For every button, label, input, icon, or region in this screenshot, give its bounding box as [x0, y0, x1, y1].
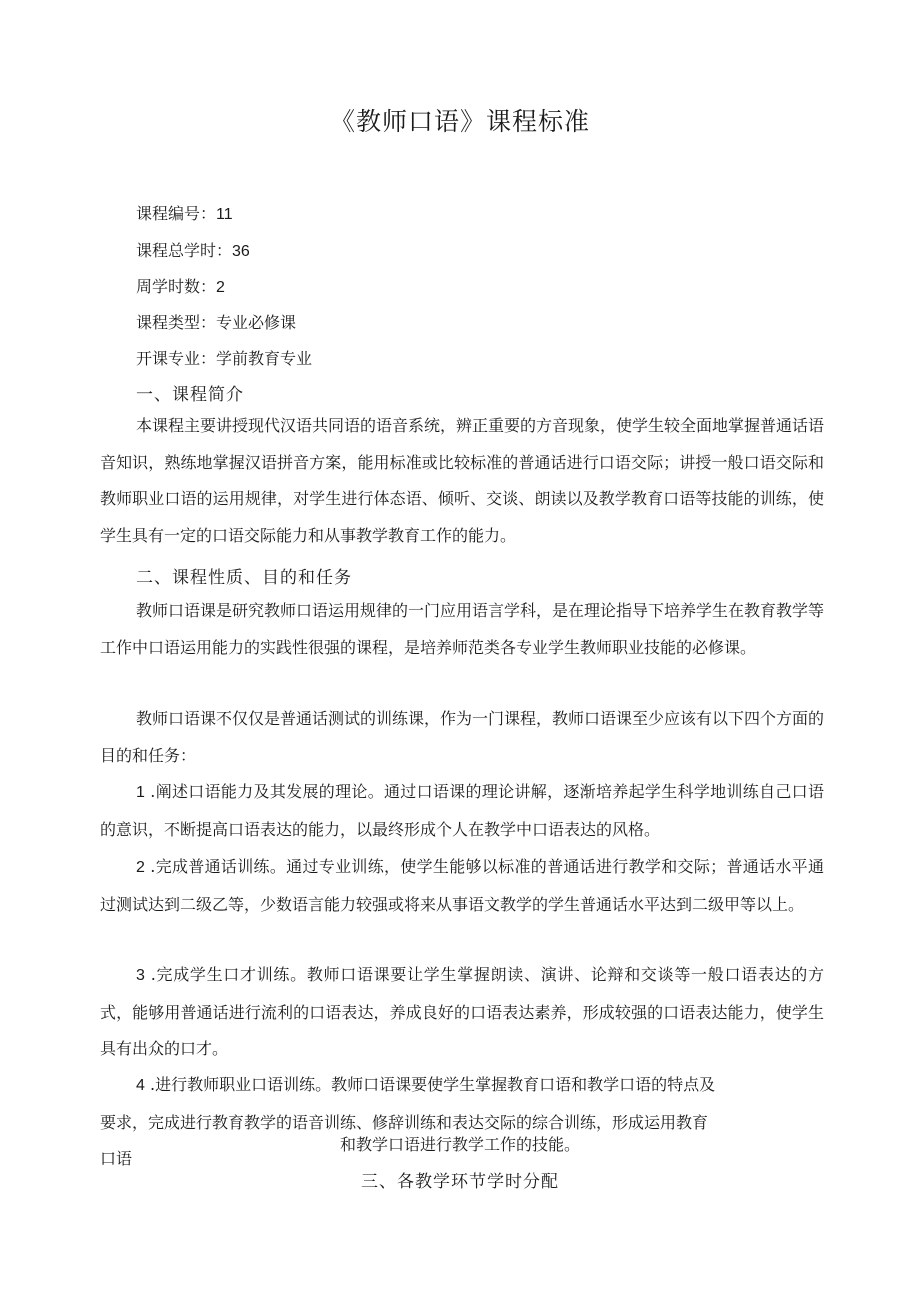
- total-hours-line: [136, 238, 250, 261]
- list-item-1-text: .阐述口语能力及其发展的理论。通过口语课的理论讲解，逐渐培养起学生科学地训练自己口语的意识，不断提高口语表达的能力，以最终形成个人在教学中口语表达的风格。: [100, 782, 824, 839]
- list-item-3-text: .完成学生口才训练。教师口语课要让学生掌握朗读、演讲、论辩和交谈等一般口语表达的方式，能够用普通话进行流利的口语表达，养成良好的口语表达素养，形成较强的口语表达能力，使学生具有出众的口才。: [100, 965, 824, 1058]
- course-code-label: 课程编号：: [136, 204, 217, 223]
- weekly-hours-label: 周学时数：: [136, 277, 217, 296]
- major-line: 开课专业：学前教育专业: [136, 349, 313, 368]
- total-hours-value: 36: [232, 243, 250, 260]
- total-hours-label: 课程总学时：: [136, 241, 233, 260]
- list-item-3-number: 3: [136, 967, 145, 984]
- section-2-paragraph-2: 教师口语课不仅仅是普通话测试的训练课，作为一门课程，教师口语课至少应该有以下四个方面的目的和任务：: [100, 709, 825, 765]
- weekly-hours-value: 2: [216, 279, 225, 296]
- section-2-paragraph-1: 教师口语课是研究教师口语运用规律的一门应用语言学科，是在理论指导下培养学生在教育教学等工作中口语运用能力的实践性很强的课程，是培养师范类各专业学生教师职业技能的必修课。: [100, 601, 825, 657]
- list-item-4-number: 4: [136, 1077, 145, 1094]
- list-item-4: [100, 1067, 720, 1178]
- list-item-4-tail: 和教学口语进行教学工作的技能。: [339, 1135, 580, 1154]
- document-title: 《教师口语》课程标准: [329, 107, 590, 136]
- section-2-heading: 二、课程性质、目的和任务: [136, 568, 352, 588]
- section-1-paragraph: 本课程主要讲授现代汉语共同语的语音系统，辨正重要的方音现象，使学生较全面地掌握普通话语音知识，熟练地掌握汉语拼音方案，能用标准或比较标准的普通话进行口语交际；讲授一般口语交际和教师职业口语的运用规律，对学生进行体态语、倾听、交谈、朗读以及教学教育口语等技能的训练，使学生具有一定的口语交际能力和从事教学教育工作的能力。: [100, 416, 825, 545]
- section-1-heading: 一、课程简介: [136, 385, 244, 405]
- course-type-line: 课程类型：专业必修课: [136, 313, 297, 332]
- course-code-line: [136, 201, 233, 224]
- list-item-2-text: .完成普通话训练。通过专业训练，使学生能够以标准的普通话进行教学和交际；普通话水平通过测试达到二级乙等，少数语言能力较强或将来从事语文教学的学生普通话水平达到二级甲等以上。: [100, 857, 824, 914]
- weekly-hours-line: [136, 274, 225, 297]
- list-item-1-number: 1: [136, 784, 145, 801]
- list-item-1: [100, 774, 824, 848]
- section-3-heading: 三、各教学环节学时分配: [361, 1172, 559, 1192]
- list-item-3: [100, 957, 824, 1068]
- list-item-2: [100, 849, 824, 923]
- course-code-value: 11: [216, 206, 233, 223]
- list-item-4-text: .进行教师职业口语训练。教师口语课要使学生掌握教育口语和教学口语的特点及要求，完成进行教育教学的语音训练、修辞训练和表达交际的综合训练，形成运用教育口语: [100, 1075, 716, 1168]
- list-item-2-number: 2: [136, 859, 145, 876]
